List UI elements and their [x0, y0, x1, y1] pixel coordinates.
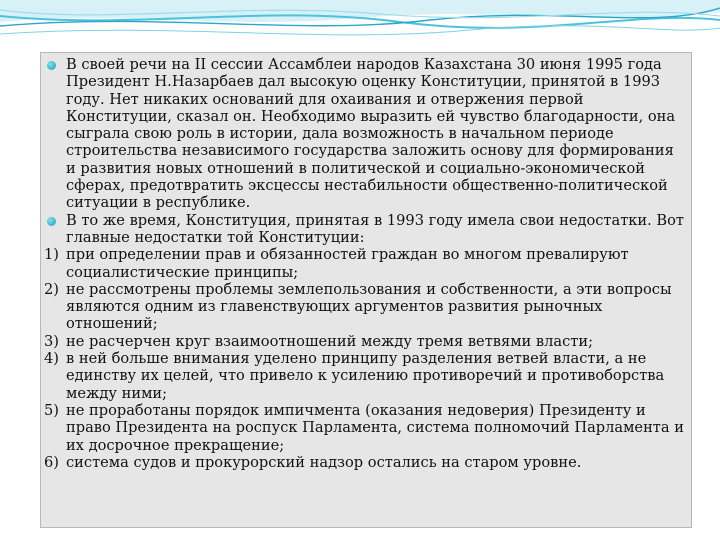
- item-text: при определении прав и обязанностей граждан во многом превалируют социалистические принципы;: [66, 246, 629, 281]
- bullet-icon: [47, 217, 56, 226]
- item-text: в ней больше внимания уделено принципу разделения ветвей власти, а не единству их целей, что привело к усилению противоречий и противоборства между ними;: [66, 350, 665, 402]
- item-number: 1): [44, 246, 59, 264]
- numbered-item: [44, 350, 686, 402]
- bullet-item: [44, 56, 686, 212]
- item-number: 6): [44, 453, 59, 471]
- item-number: 3): [44, 332, 59, 350]
- item-text: не расчерчен круг взаимоотношений между тремя ветвями власти;: [66, 332, 593, 350]
- bullet-text: В своей речи на II сессии Ассамблеи народов Казахстана 30 июня 1995 года Президент Н.Назарбаев дал высокую оценку Конституции, принятой в 1993 году. Нет никаких оснований для охаивания и отвержения первой Конституции, сказал он. Необходимо выразить ей чувство благодарности, она сыграла свою роль в истории, дала возможность в начальном периоде строительства независимого государства заложить основу для формирования и развития новых отношений в политической и социально-экономической сферах, предотвратить эксцессы нестабильности общественно-политической ситуации в республике.: [66, 56, 676, 212]
- bullet-item: [44, 212, 686, 247]
- numbered-item: [44, 333, 686, 350]
- numbered-item: [44, 246, 686, 281]
- item-number: 4): [44, 350, 59, 368]
- item-text: не рассмотрены проблемы землепользования и собственности, а эти вопросы являются одним из главенствующих аргументов развития рыночных отношений;: [66, 280, 672, 333]
- decorative-wave: [0, 0, 720, 60]
- numbered-item: [44, 281, 686, 333]
- item-number: 5): [44, 401, 59, 419]
- item-text: система судов и прокурорский надзор остались на старом уровне.: [66, 453, 582, 471]
- item-number: 2): [44, 280, 59, 298]
- slide-text: [44, 56, 686, 471]
- bullet-text: В то же время, Конституция, принятая в 1993 году имела свои недостатки. Вот главные недостатки той Конституции:: [66, 211, 684, 246]
- item-text: не проработаны порядок импичмента (оказания недоверия) Президенту и право Президента на роспуск Парламента, система полномочий Парламента и их досрочное прекращение;: [66, 401, 684, 454]
- numbered-item: [44, 454, 686, 471]
- bullet-icon: [47, 61, 56, 70]
- numbered-item: [44, 402, 686, 454]
